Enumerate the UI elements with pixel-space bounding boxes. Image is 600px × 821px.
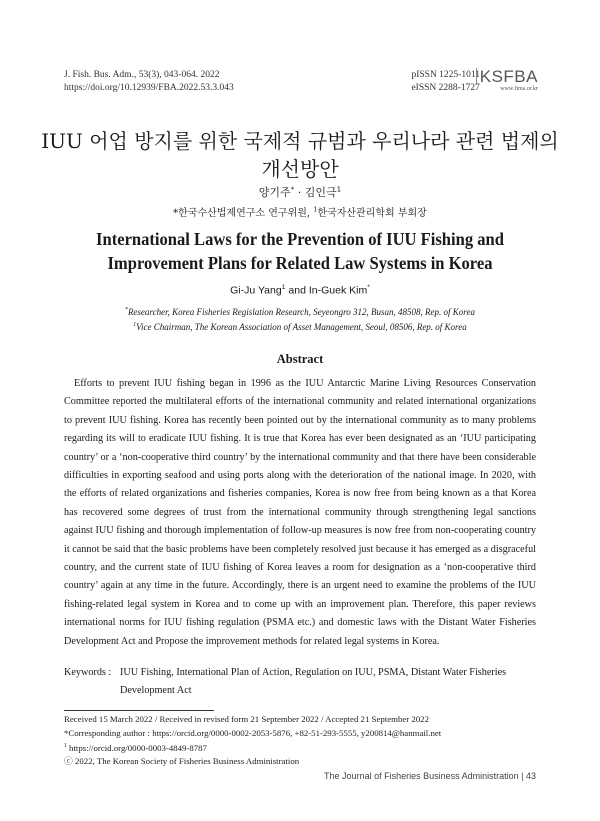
author-2-ko-mark: 1	[336, 184, 342, 194]
journal-line: J. Fish. Bus. Adm., 53(3), 043-064. 2022	[64, 70, 220, 80]
ksfba-logo	[476, 68, 538, 93]
author-1-en-mark: 1	[281, 284, 286, 291]
aff-1-en-mark: *	[125, 307, 128, 313]
aff-1-ko: 한국수산법제연구소 연구위원,	[178, 208, 311, 219]
aff-2-en-line	[40, 319, 560, 334]
author-1-en: Gi-Ju Yang	[230, 284, 282, 297]
orcid-link[interactable]: https://orcid.org/0000-0003-4849-8787	[66, 742, 207, 753]
doi-link[interactable]: https://doi.org/10.12939/FBA.2022.53.3.043	[64, 83, 234, 93]
orcid-mark: 1	[64, 743, 67, 749]
footer-journal: The Journal of Fisheries Business Administration	[324, 771, 519, 781]
page-number: 43	[525, 771, 536, 781]
affiliations-english	[40, 304, 560, 334]
aff-1-ko-mark: *	[173, 208, 179, 219]
page-footer	[324, 771, 536, 781]
title-english: International Laws for the Prevention of IUU Fishing and Improvement Plans for Related Law Systems in Korea	[96, 229, 504, 273]
orcid-line	[64, 740, 441, 755]
author-2-en: In-Guek Kim	[308, 284, 368, 297]
corresponding-author: *Corresponding author : https://orcid.org/0000-0002-2053-5876, +82-51-293-5555, y200814@hanmail.net	[64, 727, 442, 738]
keywords	[64, 664, 536, 701]
footnotes	[64, 713, 441, 769]
keywords-label: Keywords :	[64, 667, 112, 678]
authors-english	[40, 284, 560, 297]
author-1-ko-mark: *	[290, 184, 295, 194]
author-2-en-mark: *	[367, 284, 370, 291]
abstract-heading: Abstract	[276, 352, 324, 366]
logo-url: www.fima.or.kr	[500, 86, 538, 92]
issn-block	[411, 69, 480, 95]
keywords-text: IUU Fishing, International Plan of Action, Regulation on IUU, PSMA, Distant Water Fisheries Development Act	[120, 667, 507, 697]
received-dates: Received 15 March 2022 / Received in revised form 21 September 2022 / Accepted 21 September 2022	[64, 714, 429, 724]
aff-2-en-mark: 1	[133, 322, 137, 328]
authors-korean	[40, 184, 560, 200]
footer-separator: |	[518, 771, 526, 781]
author-and: and	[285, 284, 309, 297]
author-2-ko: 김인극	[304, 186, 337, 199]
pissn: pISSN 1225-1011	[411, 70, 480, 80]
aff-2-ko-mark: 1	[313, 205, 318, 214]
aff-1-en: Researcher, Korea Fisheries Regislation Research, Seyeongro 312, Busan, 48508, Rep. of Korea	[127, 307, 475, 317]
aff-1-en-line	[40, 304, 560, 319]
author-1-ko: 양기주	[258, 186, 291, 199]
aff-2-ko: 한국자산관리학회 부회장	[317, 208, 427, 219]
aff-2-en: Vice Chairman, The Korean Association of Asset Management, Seoul, 08506, Rep. of Korea	[136, 322, 467, 332]
eissn: eISSN 2288-1727	[411, 83, 480, 93]
logo-text: KSFBA	[476, 68, 538, 85]
affiliations-korean	[40, 204, 560, 219]
author-separator: ·	[294, 186, 305, 199]
copyright: ⓒ 2022, The Korean Society of Fisheries Business Administration	[64, 756, 300, 767]
abstract-body: Efforts to prevent IUU fishing began in 1996 as the IUU Antarctic Marine Living Resources Conservation Committee reported the multilateral efforts of the international community and related international organizations to prevent IUU fishing. Korea has recently been pointed out by the international community as to many problems regarding its will to eradicate IUU fishing. It is true that Korea has ever been designated as an ‘IUU participating country’ or a ‘non-cooperative third country’ by the international community and that there have been considerable difficulties in exporting seafood and using ports along with the deterioration of the national image. In 2020, with the efforts of related organizations and fisheries companies, Korea is now free from being known as a that Korea has recovered some degrees of trust from the international community through strengthening legal sanctions against IUU fishing and thorough implementation of follow-up measures is now free from non-cooperating country it cannot be said that the basic problems have been completely resolved just because it has emerged as a disgraceful country, and the current state of IUU fishing of Korea leaves a room for designation as a ‘non-cooperative third country’ again at any time in the future. Accordingly, there is an urgent need to examine the problems of the IUU fishing-related legal system in Korea and to come up with an improvement plan. Therefore, this paper reviews international norms for IUU fishing regulation (PSMA etc.) and domestic laws with the Distant Water Fisheries Development Act and Propose the improvement methods for related legal systems in Korea.	[64, 378, 536, 647]
footnote-divider	[64, 710, 214, 711]
title-korean: IUU 어업 방지를 위한 국제적 규범과 우리나라 관련 법제의 개선방안	[41, 129, 559, 181]
journal-citation	[64, 69, 234, 95]
